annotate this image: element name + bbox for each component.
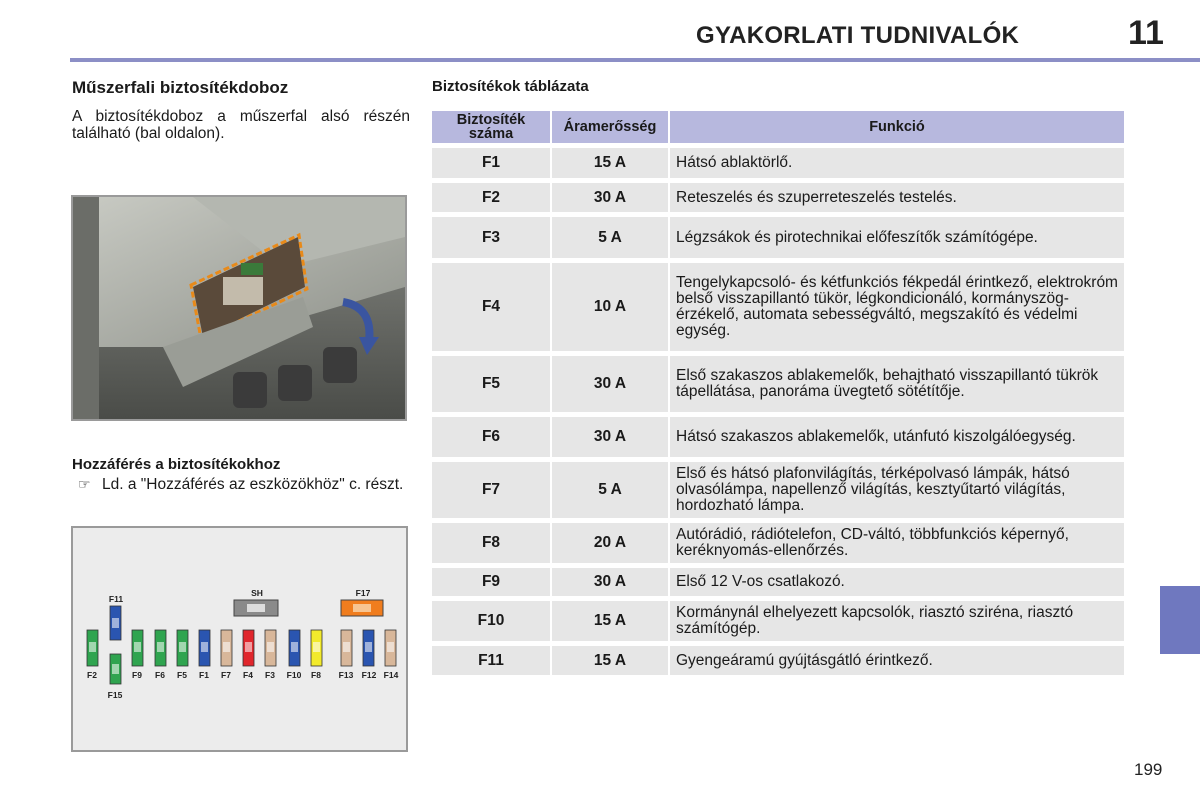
fuse-label-f6: F6 — [155, 670, 165, 680]
fuse-label-sh: SH — [251, 588, 263, 598]
fuse-table — [430, 106, 1126, 680]
pointing-hand-icon: ☞ — [78, 476, 91, 492]
chapter-title: GYAKORLATI TUDNIVALÓK — [696, 22, 1020, 49]
fuse-label-f11: F11 — [108, 594, 124, 604]
fuse-number-cell: F5 — [432, 356, 550, 412]
table-row — [432, 148, 1124, 178]
table-row — [432, 646, 1124, 675]
function-cell: Első szakaszos ablakemelők, behajtható visszapillantó tükrök tápellátása, panoráma üvegtető sötétítője. — [670, 356, 1124, 412]
fuse-number-cell: F10 — [432, 601, 550, 641]
table-row — [432, 217, 1124, 258]
fuse-label-f1: F1 — [199, 670, 209, 680]
function-cell: Hátsó szakaszos ablakemelők, utánfutó kiszolgálóegység. — [670, 417, 1124, 457]
header-divider — [70, 58, 1200, 62]
access-note — [72, 476, 410, 493]
amperage-cell: 15 A — [552, 601, 668, 641]
amperage-cell: 20 A — [552, 523, 668, 563]
function-cell: Kormánynál elhelyezett kapcsolók, riasztó sziréna, riasztó számítógép. — [670, 601, 1124, 641]
header-fuse-number — [432, 111, 550, 143]
fuse-box-location-photo — [71, 195, 407, 421]
fuse-label-f3: F3 — [265, 670, 275, 680]
amperage-cell: 10 A — [552, 263, 668, 351]
amperage-cell: 15 A — [552, 148, 668, 178]
section-intro: A biztosítékdoboz a műszerfal alsó részén található (bal oldalon). — [72, 108, 410, 142]
fuse-number-cell: F4 — [432, 263, 550, 351]
section-heading: Műszerfali biztosítékdoboz — [72, 78, 289, 97]
fuse-label-f8: F8 — [311, 670, 321, 680]
fuse-label-f14: F14 — [383, 670, 399, 680]
table-title: Biztosítékok táblázata — [432, 78, 589, 95]
amperage-cell: 30 A — [552, 183, 668, 212]
header-fuse-number-text: Biztosíték száma — [456, 112, 526, 142]
amperage-cell: 15 A — [552, 646, 668, 675]
header-amperage: Áramerősség — [552, 111, 668, 143]
amperage-cell: 5 A — [552, 217, 668, 258]
fuse-label-f5: F5 — [177, 670, 187, 680]
table-row — [432, 263, 1124, 351]
fuse-number-cell: F8 — [432, 523, 550, 563]
fuse-label-f15: F15 — [107, 690, 123, 700]
fuse-number-cell: F11 — [432, 646, 550, 675]
function-cell: Gyengeáramú gyújtásgátló érintkező. — [670, 646, 1124, 675]
table-row — [432, 601, 1124, 641]
function-cell: Légzsákok és pirotechnikai előfeszítők számítógépe. — [670, 217, 1124, 258]
amperage-cell: 30 A — [552, 417, 668, 457]
shunt-sh-window — [247, 604, 265, 612]
table-row — [432, 183, 1124, 212]
page-number: 199 — [1134, 760, 1163, 779]
fuse-label-f13: F13 — [338, 670, 354, 680]
function-cell: Hátsó ablaktörlő. — [670, 148, 1124, 178]
table-row — [432, 523, 1124, 563]
fuse-label-f9: F9 — [132, 670, 142, 680]
amperage-cell: 30 A — [552, 568, 668, 596]
table-row — [432, 417, 1124, 457]
function-cell: Első és hátsó plafonvilágítás, térképolvasó lámpák, hátsó olvasólámpa, napellenző világítás, kesztyűtartó világítás, hordozható lámpa. — [670, 462, 1124, 518]
function-cell: Tengelykapcsoló- és kétfunkciós fékpedál érintkező, elektrokróm belső visszapillantó tükör, légkondicionáló, kormányszög-érzékelő, automata sebességváltó, megszakító és védelmi egység. — [670, 263, 1124, 351]
fuse-number-cell: F1 — [432, 148, 550, 178]
header-function: Funkció — [670, 111, 1124, 143]
fuse-number-cell: F9 — [432, 568, 550, 596]
fuse-number-cell: F6 — [432, 417, 550, 457]
fuse-label-f17: F17 — [355, 588, 371, 598]
table-header-row — [432, 111, 1124, 143]
fuse-number-cell: F3 — [432, 217, 550, 258]
access-note-text: Ld. a "Hozzáférés az eszközökhöz" c. részt. — [102, 476, 404, 493]
amperage-cell: 30 A — [552, 356, 668, 412]
fuse-layout-diagram — [71, 526, 408, 752]
table-row — [432, 462, 1124, 518]
fuse-label-f4: F4 — [243, 670, 253, 680]
fuse-label-f7: F7 — [221, 670, 231, 680]
chapter-side-tab — [1160, 586, 1200, 654]
access-heading: Hozzáférés a biztosítékokhoz — [72, 456, 281, 473]
fuse-label-f12: F12 — [361, 670, 377, 680]
fuse-label-f10: F10 — [286, 670, 302, 680]
fuse-number-cell: F2 — [432, 183, 550, 212]
fuse-label-f2: F2 — [87, 670, 97, 680]
fuse-number-cell: F7 — [432, 462, 550, 518]
chapter-number: 11 — [1128, 14, 1164, 52]
fuse-f17-window — [353, 604, 371, 612]
function-cell: Autórádió, rádiótelefon, CD-váltó, többfunkciós képernyő, keréknyomás-ellenőrzés. — [670, 523, 1124, 563]
function-cell: Első 12 V-os csatlakozó. — [670, 568, 1124, 596]
table-row — [432, 356, 1124, 412]
function-cell: Reteszelés és szuperreteszelés testelés. — [670, 183, 1124, 212]
amperage-cell: 5 A — [552, 462, 668, 518]
table-row — [432, 568, 1124, 596]
